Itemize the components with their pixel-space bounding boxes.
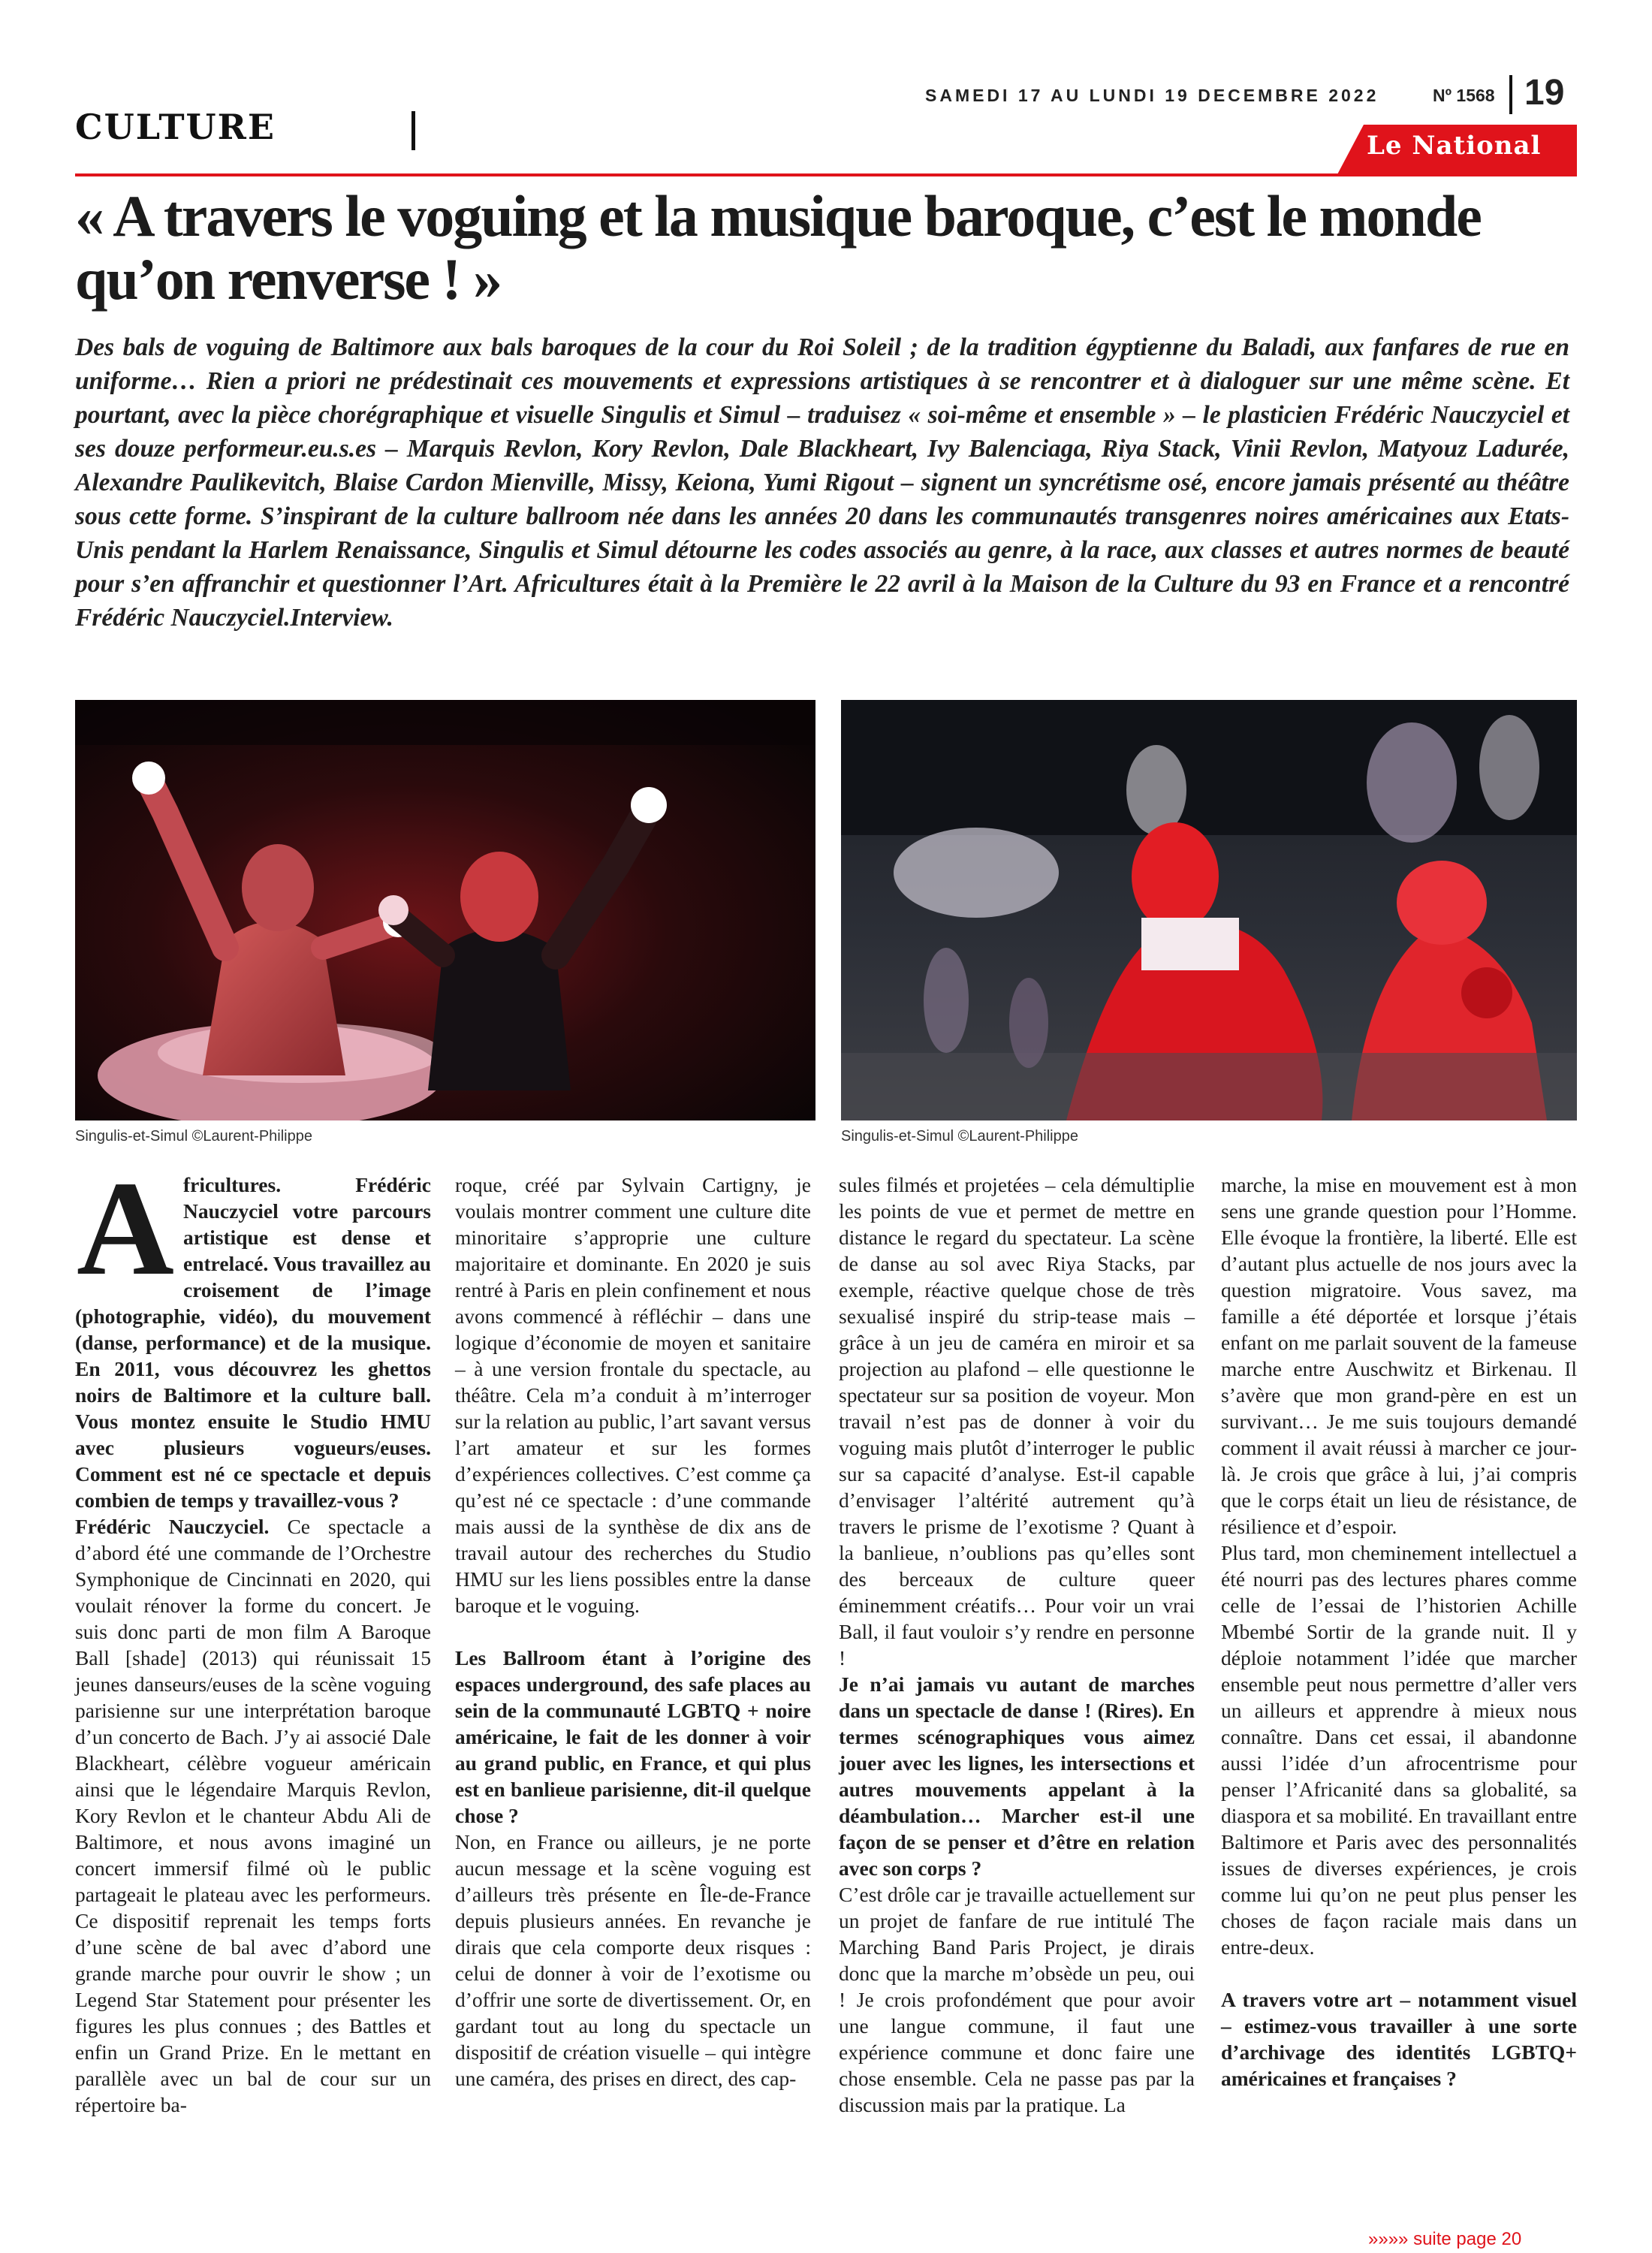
interview-answer: marche, la mise en mouvement est à mon sens une grande question pour l’Homme. Elle évoque la frontière, la liberté. Elle est d’autant plus actuelle de nos jours avec la question migratoire. Vous savez, ma famille a été déportée et lorsque j’étais enfant on me parlait souvent de la fameuse marche entre Auschwitz et Birkenau. Il s’avère que mon grand-père en est un survivant… Je me suis toujours demandé comment il avait réussi à marcher ce jour-là. Je crois que grâce à lui, j’ai compris que le corps était un lieu de résistance, de résilience et d’espoir.	[1221, 1173, 1577, 1538]
interview-question: Les Ballroom étant à l’origine des espaces underground, des safe places au sein de la communauté LGBTQ + noire américaine, le fait de les donner à voir au grand public, en France, et qui plus est en banlieue parisienne, dit-il quelque chose ?	[455, 1646, 811, 1827]
photo-dancers-left	[75, 700, 815, 1120]
interview-answer: Ce spectacle a d’abord été une commande de l’Orchestre Symphonique de Cincinnati en 2020, qui voulait rénover la forme du concert. Je suis donc parti de mon film A Baroque Ball [shade] (2013) qui réunissait 15 jeunes danseurs/euses de la scène voguing parisienne sur une interprétation baroque d’un concerto de Bach. J’y ai associé Dale Blackheart, célèbre vogueur américain ainsi que le légendaire Marquis Revlon, Kory Revlon et le chanteur Abdu Ali de Baltimore, et nous avons imaginé un concert immersif filmé où le public partageait le plateau avec les performeurs. Ce dispositif reprenait les temps forts d’une scène de bal avec d’abord une grande marche pour ouvrir le show ; un Legend Star Statement pour présenter les figures les plus connues ; des Battles et enfin un Grand Prize. En le mettant en parallèle avec un bal de cour sur un répertoire ba-	[75, 1515, 431, 2116]
photo-caption-right: Singulis-et-Simul ©Laurent-Philippe	[841, 1128, 1078, 1145]
interview-question: fricultures. Frédéric Nauczyciel votre parcours artistique est dense et entrelacé. Vous travaillez au croisement de l’image (photographie, vidéo), du mouvement (danse, performance) et de la musique. En 2011, vous découvrez les ghettos noirs de Baltimore et la culture ball. Vous montez ensuite le Studio HMU avec plusieurs vogueurs/euses. Comment est né ce spectacle et depuis combien de temps y travaillez-vous ?	[75, 1173, 431, 1512]
interview-answer: C’est drôle car je travaille actuellement sur un projet de fanfare de rue intitulé The Marching Band Paris Project, je dirais donc que la marche m’obsède un peu, oui ! Je crois profondément que pour avoir une langue commune, il faut une expérience commune et donc faire une chose ensemble. Cela ne passe pas par la discussion mais par la pratique. La	[839, 1883, 1195, 2116]
interview-answer: sules filmés et projetées – cela démultiplie les points de vue et permet de mettre en distance le regard du spectateur. La scène de danse au sol avec Riya Stacks, par exemple, réactive quelque chose de très sexualisé inspiré du strip-tease mais – grâce à un jeu de caméra en miroir et sa projection au plafond – elle questionne le spectateur sur sa position de voyeur. Mon travail n’est pas de donner à voir du voguing mais plutôt d’interroger le public sur sa capacité d’analyse. Est-il capable d’envisager l’altérité autrement qu’à travers le prisme de l’exotisme ? Quant à la banlieue, n’oublions pas qu’elles sont des berceaux de culture queer éminemment créatifs… Pour voir un vrai Ball, il faut vouloir s’y rendre en personne !	[839, 1173, 1195, 1669]
photo-dancers-right	[841, 700, 1577, 1120]
page-number: 19	[1524, 73, 1565, 113]
speaker-name: Frédéric Nauczyciel.	[75, 1515, 270, 1538]
issue-date: SAMEDI 17 AU LUNDI 19 DECEMBRE 2022	[925, 86, 1379, 105]
section-title: CULTURE	[75, 107, 276, 147]
article-column-4	[1221, 1172, 1577, 2092]
continuation-link[interactable]	[1368, 2229, 1521, 2250]
drop-cap: A	[77, 1154, 174, 1303]
article-headline: « A travers le voguing et la musique baroque, c’est le monde qu’on renverse ! »	[75, 183, 1481, 312]
interview-answer: Plus tard, mon cheminement intellectuel a été nourri pas des lectures phares comme celle de l’essai de l’historien Achille Mbembé Sortir de la grande nuit. Il y déploie notamment l’idée que marcher ensemble peut nous permettre d’aller vers un ailleurs et apprendre à mieux nous connaître. Dans cet essai, il abandonne aussi l’idée d’un afrocentrisme pour penser l’Africanité dans sa globalité, sa diaspora et sa mobilité. En travaillant entre Baltimore et Paris avec des personnalités issues de diverses expériences, je crois comme lui qu’on ne peut plus penser les choses de façon raciale mais dans un entre-deux.	[1221, 1541, 1577, 1959]
article-column-3	[839, 1172, 1195, 2118]
article-column-1	[75, 1154, 431, 2118]
continuation-arrows: »»»»	[1368, 2229, 1409, 2249]
photo-caption-left: Singulis-et-Simul ©Laurent-Philippe	[75, 1128, 312, 1145]
article-lede: Des bals de voguing de Baltimore aux bals baroques de la cour du Roi Soleil ; de la tradition égyptienne du Baladi, aux fanfares de rue en uniforme… Rien a priori ne prédestinait ces mouvements et expressions artistiques à se rencontrer et à dialoguer sur une même scène. Et pourtant, avec la pièce chorégraphique et visuelle Singulis et Simul – traduisez « soi-même et ensemble » – le plasticien Frédéric Nauczyciel et ses douze performeur.eu.s.es – Marquis Revlon, Kory Revlon, Dale Blackheart, Ivy Balenciaga, Riya Stack, Vinii Revlon, Matyouz Ladurée, Alexandre Paulikevitch, Blaise Cardon Mienville, Missy, Keiona, Yumi Rigout – signent un syncrétisme osé, encore jamais présenté au théâtre sous cette forme. S’inspirant de la culture ballroom née dans les années 20 dans les communautés transgenres noires américaines aux Etats-Unis pendant la Harlem Renaissance, Singulis et Simul détourne les codes associés au genre, à la race, aux classes et autres normes de beauté pour s’en affranchir et questionner l’Art. Africultures était à la Première le 22 avril à la Maison de la Culture du 93 en France et a rencontré Frédéric Nauczyciel.Interview.	[75, 333, 1569, 632]
interview-answer: roque, créé par Sylvain Cartigny, je voulais montrer comment une culture dite minoritaire s’approprie une culture majoritaire et dominante. En 2020 je suis rentré à Paris en plein confinement et nous avons commencé à réfléchir – dans une logique d’économie de moyen et sanitaire – à une version frontale du spectacle, au théâtre. Cela m’a conduit à m’interroger sur la relation au public, l’art savant versus l’art amateur et sur les formes d’expériences collectives. C’est comme ça qu’est né ce spectacle : d’une commande mais aussi de la synthèse de dix ans de travail autour des recherches du Studio HMU sur les liens possibles entre la danse baroque et le voguing.	[455, 1173, 811, 1617]
interview-question: Je n’ai jamais vu autant de marches dans un spectacle de danse ! (Rires). En termes scénographiques vous aimez jouer avec les lignes, les intersections et autres mouvements appelant à la déambulation… Marcher est-il une façon de se penser et d’être en relation avec son corps ?	[839, 1672, 1195, 1880]
article-column-2	[455, 1172, 811, 2092]
continuation-text: suite page 20	[1413, 2229, 1522, 2249]
section-divider	[411, 111, 415, 150]
page-number-divider	[1509, 75, 1512, 114]
brand-name: Le National	[1367, 131, 1542, 161]
header-rule	[75, 173, 1577, 176]
interview-answer: Non, en France ou ailleurs, je ne porte aucun message et la scène voguing est d’ailleurs très présente en Île-de-France depuis plusieurs années. En revanche je dirais que cela comporte deux risques : celui de donner à voir de l’exotisme ou d’offrir une sorte de divertissement. Or, en gardant tout au long du spectacle un dispositif de création visuelle – qui intègre une caméra, des prises en direct, des cap-	[455, 1830, 811, 2090]
issue-number: Nº 1568	[1433, 86, 1495, 105]
interview-question: A travers votre art – notamment visuel – estimez-vous travailler à une sorte d’archivage des identités LGBTQ+ américaines et françaises ?	[1221, 1988, 1577, 2090]
